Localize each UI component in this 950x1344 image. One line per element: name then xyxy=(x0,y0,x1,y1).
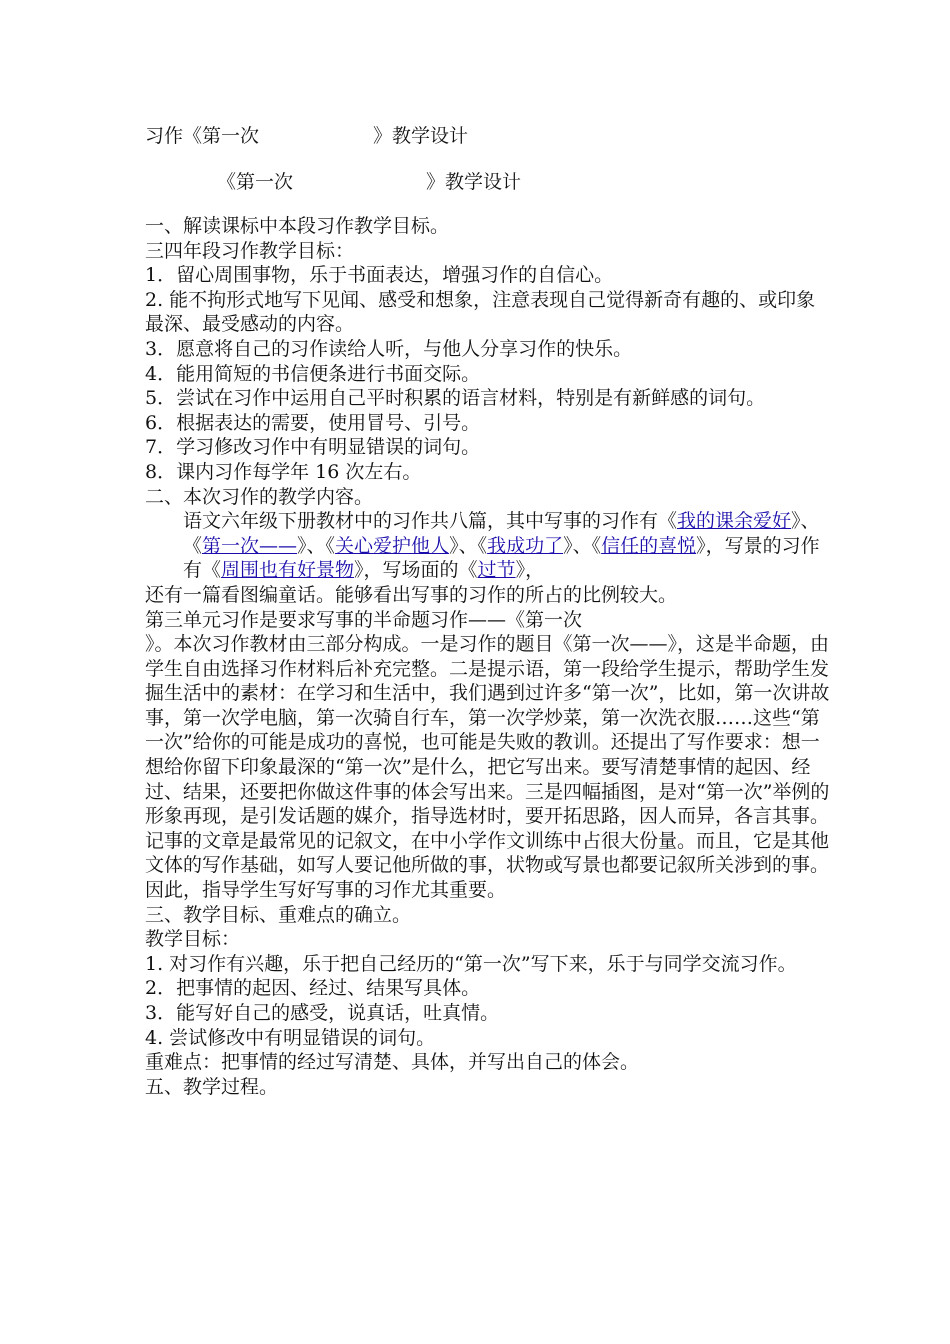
paragraph-text: 》， xyxy=(515,559,545,582)
paragraph-text: 语文六年级下册教材中的习作共八篇，其中写事的习作有《 xyxy=(183,510,678,533)
paragraph-text: 》、《 xyxy=(449,534,488,557)
paragraph: 记事的文章是最常见的记叙文，在中小学作文训练中占很大份量。而且，它是其他文体的写作基础，如写人要记他所做的事，状物或写景也都要记叙所关涉到的事。因此，指导学生写好写事的习作尤其重要。 xyxy=(145,829,830,902)
document-title: 习作《第一次 》教学设计 xyxy=(145,125,469,147)
list-item: 4. 尝试修改中有明显错误的词句。 xyxy=(145,1026,436,1049)
paragraph: 重难点：把事情的经过写清楚、具体，并写出自己的体会。 xyxy=(145,1051,640,1074)
section-heading: 五、教学过程。 xyxy=(145,1075,279,1098)
list-item: 1. 对习作有兴趣，乐于把自己经历的“第一次”写下来，乐于与同学交流习作。 xyxy=(145,952,797,975)
link-i-succeeded[interactable]: 我成功了 xyxy=(487,534,564,557)
paragraph: 第三单元习作是要求写事的半命题习作——《第一次 xyxy=(145,608,583,631)
link-holidays[interactable]: 过节 xyxy=(477,559,516,582)
paragraph-text: 》，写场面的《 xyxy=(354,559,478,582)
list-item: 8．课内习作每学年 16 次左右。 xyxy=(145,460,422,483)
paragraph: 》。本次习作教材由三部分构成。一是习作的题目《第一次——》，这是半命题，由学生自由选择习作材料后补充完整。二是提示语，第一段给学生提示，帮助学生发掘生活中的素材：在学习和生活中，我们遇到过许多“第一次”，比如，第一次讲故事，第一次学电脑，第一次骑自行车，第一次学炒菜，第一次洗衣服……这些“第一次”给你的可能是成功的喜悦，也可能是失败的教训。还提出了写作要求：想一想给你留下印象最深的“第一次”是什么，把它写出来。要写清楚事情的起因、经过、结果，还要把你做这件事的体会写出来。三是四幅插图，是对“第一次”举例的形象再现，是引发话题的媒介，指导选材时，要开拓思路，因人而异，各言其事。 xyxy=(145,633,830,828)
link-my-hobby[interactable]: 我的课余爱好 xyxy=(677,510,792,533)
paragraph: 还有一篇看图编童话。能够看出写事的习作的所占的比例较大。 xyxy=(145,583,678,606)
list-item: 3．能写好自己的感受，说真话，吐真情。 xyxy=(145,1002,500,1024)
section-subheading: 三四年段习作教学目标： xyxy=(145,239,355,262)
section-heading: 一、解读课标中本段习作教学目标。 xyxy=(145,215,450,237)
paragraph-text: 》、《 xyxy=(297,534,336,557)
list-item: 5．尝试在习作中运用自己平时积累的语言材料，特别是有新鲜感的词句。 xyxy=(145,387,766,410)
section-heading: 二、本次习作的教学内容。 xyxy=(145,485,374,508)
list-item: 2. 能不拘形式地写下见闻、感受和想象，注意表现自己觉得新奇有趣的、或印象最深、最受感动的内容。 xyxy=(145,288,816,336)
link-joy-of-trust[interactable]: 信任的喜悦 xyxy=(601,534,697,557)
list-item: 6．根据表达的需要，使用冒号、引号。 xyxy=(145,411,481,434)
paragraph-text: 》，写景的习作有《 xyxy=(183,534,820,582)
section-subheading: 教学目标： xyxy=(145,928,241,951)
paragraph-text: 》、《 xyxy=(563,534,602,557)
link-nice-scenery[interactable]: 周围也有好景物 xyxy=(221,559,355,582)
list-item: 1．留心周围事物，乐于书面表达，增强习作的自信心。 xyxy=(145,264,614,287)
list-item: 4．能用简短的书信便条进行书面交际。 xyxy=(145,362,481,385)
link-care-for-others[interactable]: 关心爱护他人 xyxy=(335,534,450,557)
link-first-time[interactable]: 第一次—— xyxy=(202,534,298,557)
list-item: 2．把事情的起因、经过、结果写具体。 xyxy=(145,977,481,1000)
section-heading: 三、教学目标、重难点的确立。 xyxy=(145,903,412,926)
document-subtitle: 《第一次 》教学设计 xyxy=(217,171,522,193)
paragraph-with-links xyxy=(145,509,830,583)
paragraph-text: 》、《 xyxy=(183,510,820,557)
list-item: 3．愿意将自己的习作读给人听，与他人分享习作的快乐。 xyxy=(145,337,633,360)
list-item: 7．学习修改习作中有明显错误的词句。 xyxy=(145,436,481,459)
